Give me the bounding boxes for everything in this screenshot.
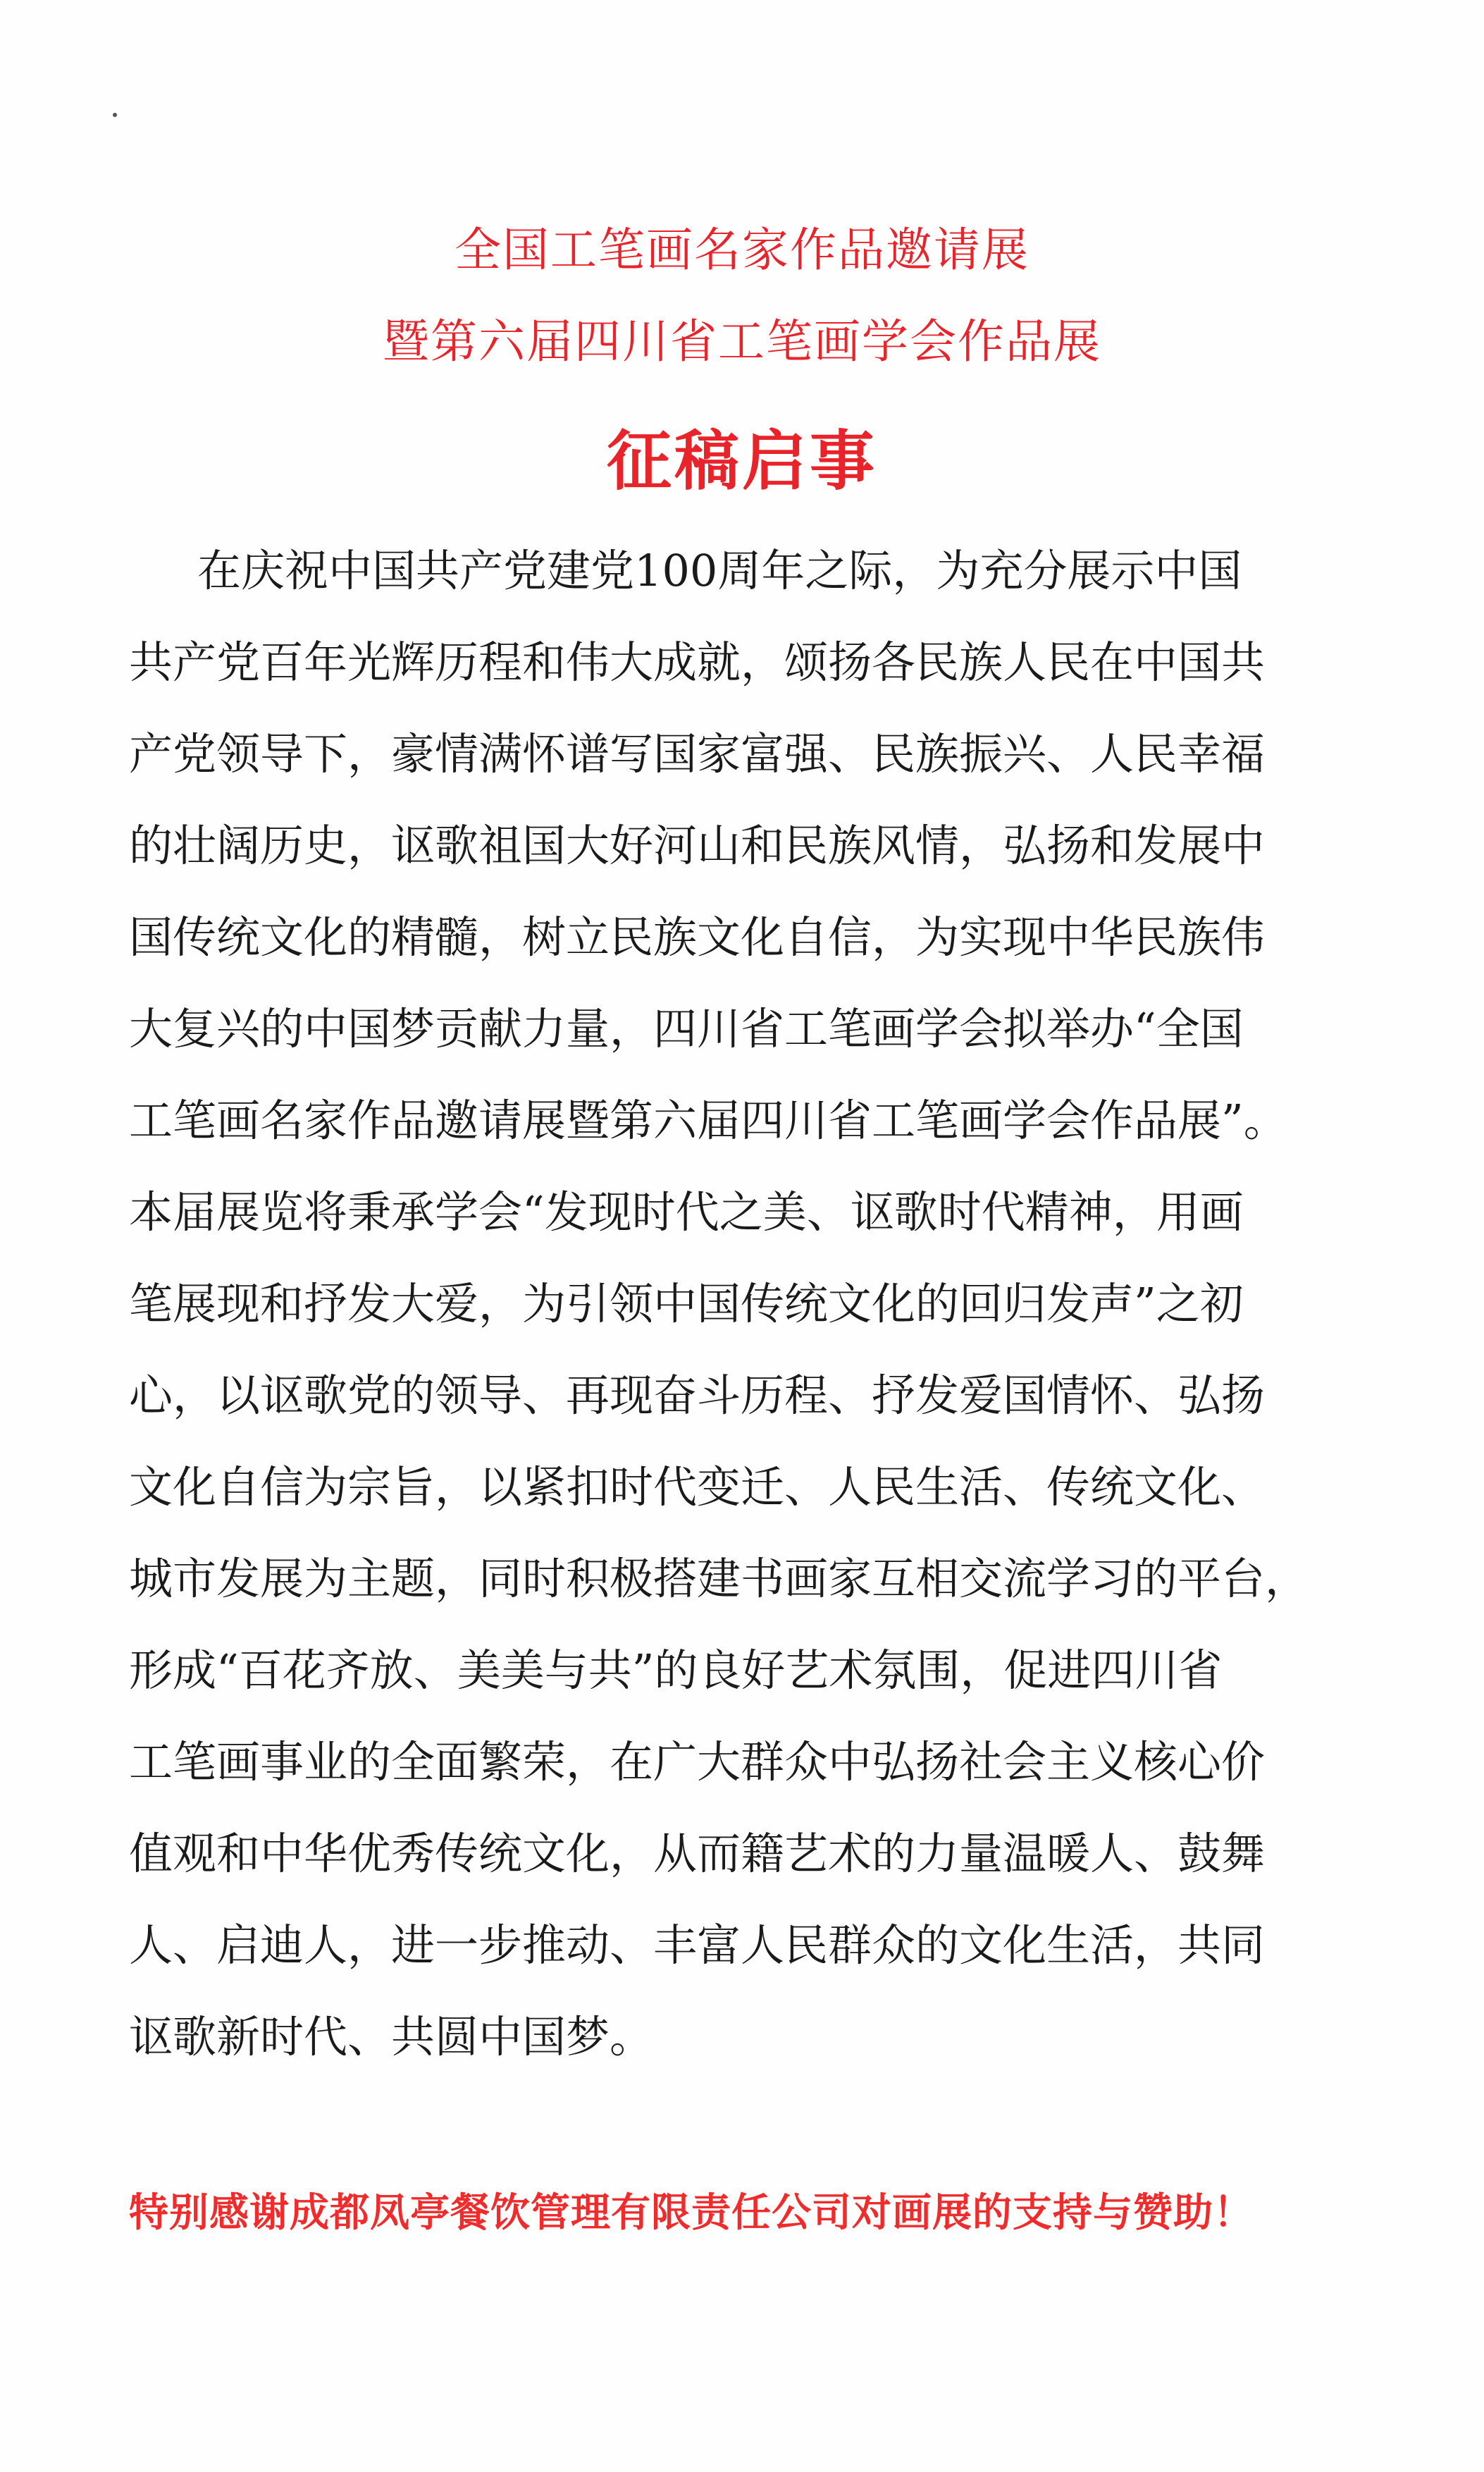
title-line-2: 暨第六届四川省工笔画学会作品展 bbox=[383, 314, 1101, 369]
title-line-1: 全国工笔画名家作品邀请展 bbox=[455, 223, 1029, 277]
body-line: 人、启迪人，进一步推动、丰富人民群众的文化生活，共同 bbox=[129, 1919, 1266, 1971]
scan-speck bbox=[113, 113, 117, 117]
body-line: 在庆祝中国共产党建党100周年之际，为充分展示中国 bbox=[197, 545, 1242, 596]
body-line: 值观和中华优秀传统文化，从而籍艺术的力量温暖人、鼓舞 bbox=[129, 1828, 1266, 1879]
body-line: 形成“百花齐放、美美与共”的良好艺术氛围，促进四川省 bbox=[129, 1644, 1223, 1696]
body-line: 笔展现和抒发大爱，为引领中国传统文化的回归发声”之初 bbox=[129, 1278, 1244, 1329]
body-line: 工笔画事业的全面繁荣，在广大群众中弘扬社会主义核心价 bbox=[129, 1736, 1266, 1788]
body-line: 本届展览将秉承学会“发现时代之美、讴歌时代精神，用画 bbox=[129, 1186, 1244, 1238]
body-line: 文化自信为宗旨，以紧扣时代变迁、人民生活、传统文化、 bbox=[129, 1461, 1266, 1513]
body-line: 讴歌新时代、共圆中国梦。 bbox=[129, 2011, 654, 2062]
body-line: 国传统文化的精髓，树立民族文化自信，为实现中华民族伟 bbox=[129, 911, 1266, 963]
body-line: 城市发展为主题，同时积极搭建书画家互相交流学习的平台， bbox=[129, 1553, 1309, 1604]
body-line: 的壮阔历史，讴歌祖国大好河山和民族风情，弘扬和发展中 bbox=[129, 820, 1266, 871]
body-line: 大复兴的中国梦贡献力量，四川省工笔画学会拟举办“全国 bbox=[129, 1003, 1244, 1054]
body-line: 工笔画名家作品邀请展暨第六届四川省工笔画学会作品展”。 bbox=[129, 1095, 1287, 1146]
body-line: 产党领导下，豪情满怀谱写国家富强、民族振兴、人民幸福 bbox=[129, 728, 1266, 780]
sponsor-thanks: 特别感谢成都凤亭餐饮管理有限责任公司对画展的支持与赞助！ bbox=[129, 2190, 1254, 2236]
body-line: 心，以讴歌党的领导、再现奋斗历程、抒发爱国情怀、弘扬 bbox=[129, 1370, 1266, 1421]
main-title: 征稿启事 bbox=[606, 424, 877, 499]
body-line: 共产党百年光辉历程和伟大成就，颂扬各民族人民在中国共 bbox=[129, 637, 1266, 688]
